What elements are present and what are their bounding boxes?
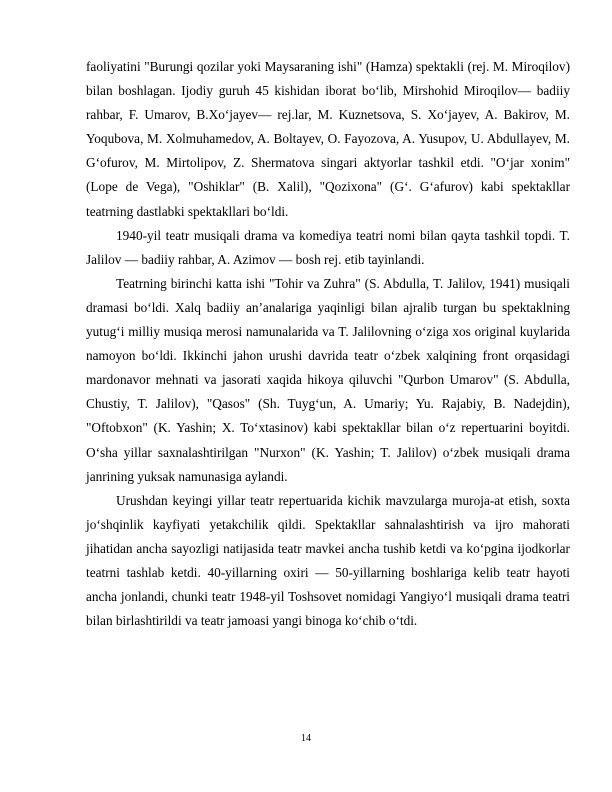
paragraph-1: faoliyatini "Burungi qozilar yoki Maysaraning ishi" (Hamza) spektakli (rej. M. Miroqilov) bilan boshlagan. Ijodiy guruh 45 kishidan iborat bo‘lib, Mirshohid Miroqilov— badiiy rahbar, F. Umarov, B.Xo‘jayev— rej.lar, M. Kuznetsova, S. Xo‘jayev, A. Bakirov, M. Yoqubova, M. Xolmuhamedov, A. Boltayev, O. Fayozova, A. Yusupov, U. Abdullayev, M. G‘ofurov, M. Mirtolipov, Z. Shermatova singari aktyorlar tashkil etdi. "O‘jar xonim" (Lope de Vega), "Oshiklar" (B. Xalil), "Qozixona" (G‘. G‘afurov) kabi spektakllar teatrning dastlabki spektakllari bo‘ldi. <box>86 59 570 219</box>
page-number: 14 <box>301 733 311 744</box>
paragraph-3: Teatrning birinchi katta ishi "Tohir va Zuhra" (S. Abdulla, T. Jalilov, 1941) musiqali dramasi bo‘ldi. Xalq badiiy an’analariga yaqinligi bilan ajralib turgan bu spektaklning yutug‘i milliy musiqa merosi namunalarida va T. Jalilovning o‘ziga xos original kuylarida namoyon bo‘ldi. Ikkinchi jahon urushi davrida teatr o‘zbek xalqining front orqasidagi mardonavor mehnati va jasorati xaqida hikoya qiluvchi "Qurbon Umarov" (S. Abdulla, Chustiy, T. Jalilov), "Qasos" (Sh. Tuyg‘un, A. Umariy; Yu. Rajabiy, B. Nadejdin), "Oftobxon" (K. Yashin; X. To‘xtasinov) kabi spektakllar bilan o‘z repertuarini boyitdi. O‘sha yillar saxnalashtirilgan "Nurxon" (K. Yashin; T. Jalilov) o‘zbek musiqali drama janrining yuksak namunasiga aylandi. <box>86 275 570 484</box>
body-text <box>86 55 570 633</box>
paragraph-2: 1940-yil teatr musiqali drama va komediya teatri nomi bilan qayta tashkil topdi. T. Jalilov — badiiy rahbar, A. Azimov — bosh rej. etib tayinlandi. <box>86 227 570 267</box>
paragraph-4: Urushdan keyingi yillar teatr repertuarida kichik mavzularga muroja-at etish, soxta jo‘shqinlik kayfiyati yetakchilik qildi. Spektakllar sahnalashtirish va ijro mahorati jihatidan ancha sayozligi natijasida teatr mavkei ancha tushib ketdi va ko‘pgina ijodkorlar teatrni tashlab ketdi. 40-yillarning oxiri — 50-yillarning boshlariga kelib teatr hayoti ancha jonlandi, chunki teatr 1948-yil Toshsovet nomidagi Yangiyo‘l musiqali drama teatri bilan birlashtirildi va teatr jamoasi yangi binoga ko‘chib o‘tdi. <box>86 492 570 629</box>
